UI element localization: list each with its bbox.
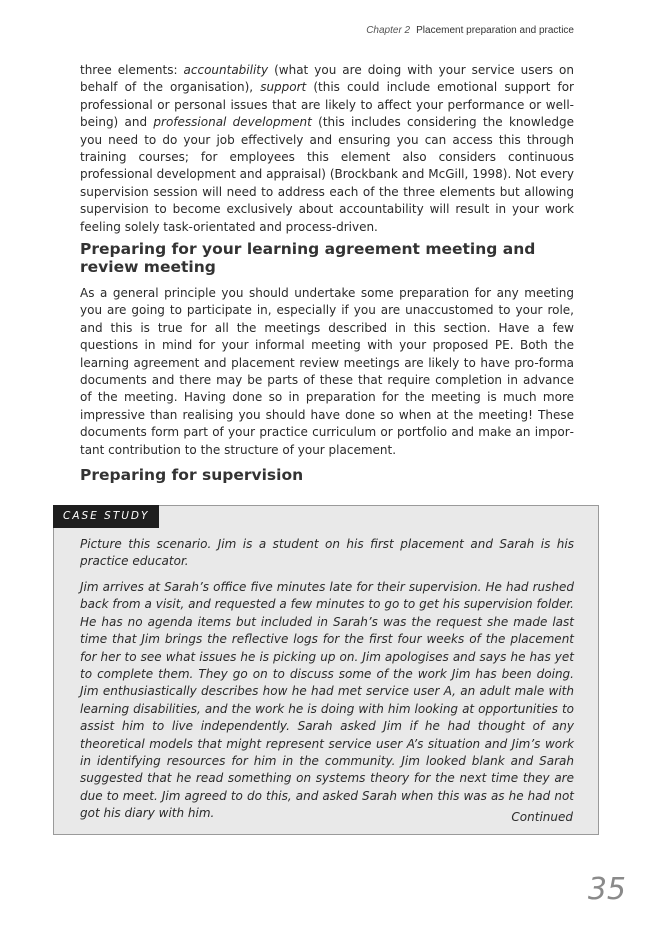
term-accountability: accountability	[183, 63, 269, 77]
heading-learning-line-1: Preparing for your learning agreement meeting and	[80, 240, 536, 258]
case-study-box	[53, 505, 599, 835]
case-study-label: CASE STUDY	[53, 505, 159, 528]
term-professional-development: professional development	[153, 115, 312, 130]
heading-learning-agreement	[80, 240, 574, 276]
heading-learning-line-2: review meeting	[80, 258, 216, 276]
intro-paragraph	[80, 62, 574, 236]
intro-text-4: (this includes considering the knowledge you need to do your job effectively and ensuring you can access this through training courses; for employees this element also considers continuous professional development and appraisal) (Brockbank and McGill, 1998). Not every supervision session will need to address each of the three elements but allowing supervision to become exclusively about accountability will result in your work feeling solely task-orientated and process-driven.	[80, 115, 574, 234]
page-number: 35	[587, 872, 626, 907]
term-support: support	[260, 80, 307, 95]
continued-note: Continued	[511, 810, 573, 824]
running-header	[366, 25, 574, 36]
case-study-paragraph-1: Picture this scenario. Jim is a student on his first placement and Sarah is his practice educator.	[80, 537, 574, 569]
learning-agreement-paragraph: As a general principle you should undertake some preparation for any meeting you are going to participate in, especially if you are unaccustomed to your role, and this is true for all the meetings described in this section. Have a few questions in mind for your informal meeting with your proposed PE. Both the learning agreement and placement review meetings are likely to have pro-forma documents and there may be parts of these that require completion in advance of the meeting. Having done so in preparation for the meeting is much more impressive than realising you should have done so when at the meeting! These documents form part of your practice curriculum or portfolio and make an important contribution to the structure of your placement.	[80, 286, 574, 457]
intro-text-1: three elements:	[80, 63, 184, 77]
chapter-title: Placement preparation and practice	[416, 25, 574, 36]
chapter-number: Chapter 2	[366, 25, 411, 36]
intro-text-3: (this could include emotional support for professional or personal issues that are likely to affect your performance or well-being) and	[80, 80, 574, 130]
heading-supervision: Preparing for supervision	[80, 466, 304, 484]
intro-text-2: (what you are doing with your service users on behalf of the organisation),	[80, 63, 574, 95]
case-study-paragraph-2: Jim arrives at Sarah’s office five minutes late for their supervision. He had rushed back from a visit, and requested a few minutes to go to get his supervision folder. He has no agenda items but included in Sarah’s was the request she made last time that Jim brings the reflective logs for the first four weeks of the placement for her to see what issues he is picking up on. Jim apologises and says he has yet to complete them. They go on to discuss some of the work Jim has been doing. Jim enthusiastically describes how he had met service user A, an adult male with learning disabilities, and the work he is doing with him looking at opportunities to assist him to live independently. Sarah asked Jim if he had thought of any theoretical models that might represent service user A’s situation and Jim’s work in identifying resources for him in the community. Jim looked blank and Sarah suggested that he read something on systems theory for the next time they are due to meet. Jim agreed to do this, and asked Sarah when this was as he had not got his diary with him.	[80, 580, 574, 821]
